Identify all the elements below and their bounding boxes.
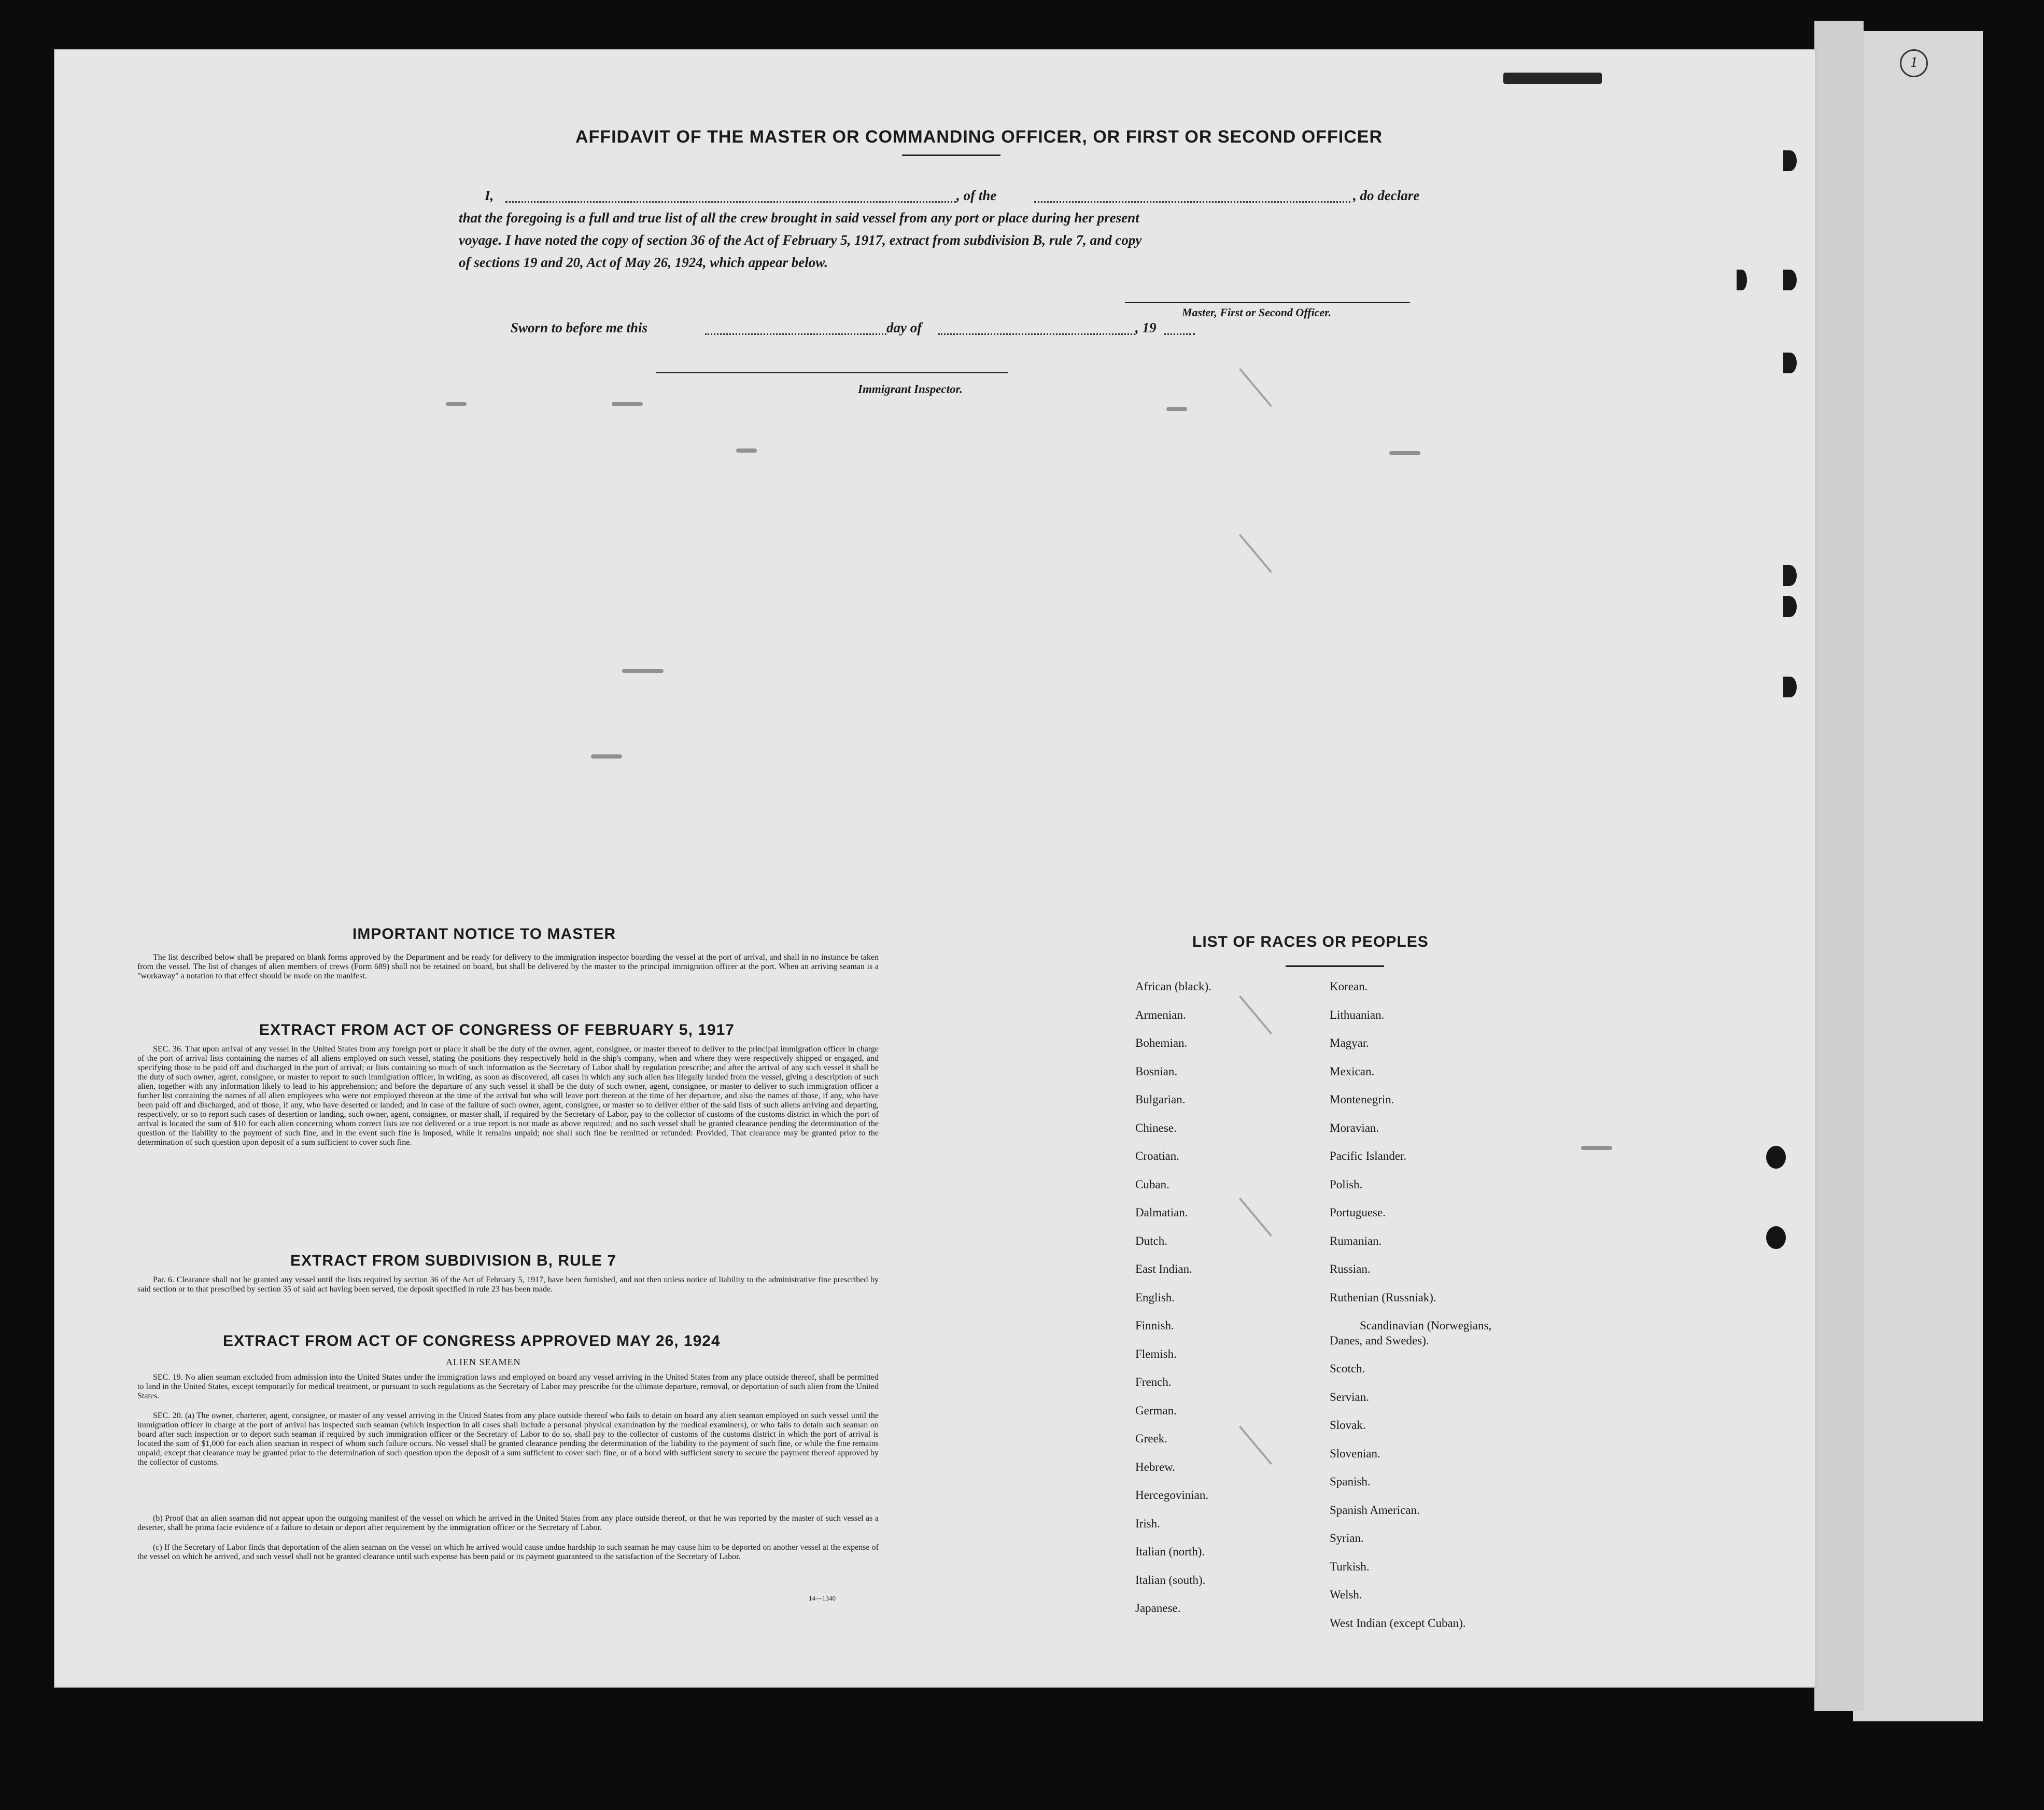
race-item: Slovak.: [1330, 1419, 1366, 1432]
form-number: 14—1340: [809, 1594, 836, 1602]
bleed-mark: [1581, 1146, 1612, 1150]
race-item: Welsh.: [1330, 1588, 1362, 1601]
sworn-month-blank[interactable]: [938, 333, 1135, 335]
vessel-blank[interactable]: [1034, 201, 1350, 203]
extract-1917-body: SEC. 36. That upon arrival of any vessel in the United States from any foreign port or place it shall be the duty of the owner, agent, consignee, or master thereof to deliver to the principal immigration officer in charge of the port of arrival lists containing the names of all aliens employed on such vessel, stating the positions they respectively hold in the ship's company, when and where they were respectively shipped or engaged, and specifying those to be paid off and discharged in the port of arrival; or lists containing so much of such information as the Secretary of Labor shall by regulation prescribe; and after the arrival of any such vessel it shall be the duty of such owner, agent, consignee, or master to report to such immigration officer, in writing, as soon as discovered, all cases in which any such alien has illegally landed from the vessel, giving a description of such alien, together with any information likely to lead to his apprehension; and before the departure of any such vessel it shall be the duty of such owner, agent, consignee, or master to deliver to such immigration officer a further list containing the names of all alien employees who were not employed thereon at the time of the arrival but who will leave port thereon at the time of her departure, and also the names of those, if any, who have been paid off and discharged, and of those, if any, who have deserted or landed; and in case of the failure of such owner, agent, consignee, or master so to deliver either of the said lists of such aliens arriving and departing, respectively, or so to report such cases of desertion or landing, such owner, agent, consignee, or master shall, if required by the Secretary of Labor, pay to the collector of customs of the customs district in which the port of arrival is located the sum of $10 for each alien concerning whom correct lists are not delivered or a true report is not made as above required; and no such vessel shall be granted clearance pending the determination of the question of the liability to the payment of such fine, and in the event such fine is imposed, while it remains unpaid; nor shall such fine be remitted or refunded: Provided, That clearance may be granted prior to the determination of such question upon deposit of a sum sufficient to cover such fine.: [137, 1045, 879, 1147]
notice-title: IMPORTANT NOTICE TO MASTER: [353, 925, 616, 943]
affidavit-declare: , do declare: [1353, 188, 1420, 203]
race-item: Irish.: [1135, 1517, 1160, 1530]
race-item: Croatian.: [1135, 1149, 1179, 1162]
bleed-mark: [612, 402, 643, 406]
notice-body: The list described below shall be prepared on blank forms approved by the Department and be ready for delivery to the immigration inspector boarding the vessel at the port of arrival, and shall in no instance be taken from the vessel. The list of changes of alien members of crews (Form 689) shall not be retained on board, but shall be delivered by the master to the principal immigration officer at the port. When an arriving seaman is a "workaway" a notation to that effect should be made on the manifest.: [137, 953, 879, 980]
bleed-mark: [1389, 451, 1420, 455]
race-item: Bulgarian.: [1135, 1093, 1186, 1106]
bleed-mark: [622, 669, 664, 673]
race-item: Finnish.: [1135, 1319, 1174, 1332]
affidavit-line-4: of sections 19 and 20, Act of May 26, 1924, which appear below.: [459, 255, 828, 270]
affidavit-line-3: voyage. I have noted the copy of section 36 of the Act of February 5, 1917, extract from subdivision B, rule 7, and copy: [459, 232, 1142, 248]
race-item: Flemish.: [1135, 1347, 1177, 1360]
affidavit-of-the: , of the: [956, 188, 997, 203]
race-item: Syrian.: [1330, 1532, 1364, 1545]
race-item: Scandinavian (Norwegians,: [1360, 1319, 1492, 1332]
race-item: Japanese.: [1135, 1602, 1181, 1615]
race-item: Ruthenian (Russniak).: [1330, 1290, 1436, 1304]
race-item: Italian (south).: [1135, 1573, 1206, 1587]
race-item: English.: [1135, 1290, 1175, 1304]
race-item: Pacific Islander.: [1330, 1149, 1407, 1162]
race-item: Magyar.: [1330, 1036, 1370, 1049]
race-item: West Indian (except Cuban).: [1330, 1616, 1466, 1630]
officer-signature-label: Master, First or Second Officer.: [1182, 306, 1332, 319]
race-item: Spanish American.: [1330, 1503, 1420, 1517]
rule-7-body: Par. 6. Clearance shall not be granted any vessel until the lists required by section 36 of the Act of February 5, 1917, have been furnished, and not then unless notice of liability to the administrative fine prescribed by said section or to that prescribed by section 35 of said act having been served, the deposit specified in rule 23 has been made.: [137, 1275, 879, 1294]
races-title: LIST OF RACES OR PEOPLES: [1192, 933, 1429, 950]
sec-20b-body: (b) Proof that an alien seaman did not appear upon the outgoing manifest of the vessel on which he arrived in the United States from any place outside thereof, or that he was reported by the master of such vessel as a deserter, shall be prima facie evidence of a failure to detain or deport after requirement by the immigration officer or the Secretary of Labor.: [137, 1514, 879, 1532]
race-item: Hercegovinian.: [1135, 1489, 1209, 1502]
punch-hole: [1783, 150, 1797, 171]
race-item: Montenegrin.: [1330, 1093, 1394, 1106]
race-item: Hebrew.: [1135, 1460, 1176, 1474]
page-edge: [1814, 21, 1864, 1711]
punch-hole: [1766, 1226, 1786, 1249]
race-item: Russian.: [1330, 1262, 1371, 1275]
sworn-text: Sworn to before me this: [511, 320, 648, 335]
sworn-day-of: day of: [886, 320, 922, 335]
affidavit-title: AFFIDAVIT OF THE MASTER OR COMMANDING OFFICER, OR FIRST OR SECOND OFFICER: [575, 127, 1383, 147]
punch-hole: [1783, 596, 1797, 617]
race-item: Lithuanian.: [1330, 1008, 1385, 1021]
punch-hole: [1783, 270, 1797, 290]
race-item: Moravian.: [1330, 1121, 1379, 1134]
race-item: Dutch.: [1135, 1234, 1167, 1247]
inspector-signature-line[interactable]: [656, 372, 1008, 373]
corner-page-number: 1: [1900, 49, 1928, 77]
punch-hole: [1783, 677, 1797, 697]
affidavit-line-2: that the foregoing is a full and true list of all the crew brought in said vessel from any port or place during her present: [459, 210, 1139, 226]
affidavit-i: I,: [485, 188, 494, 203]
race-item: Mexican.: [1330, 1064, 1375, 1078]
race-item: Danes, and Swedes).: [1330, 1334, 1429, 1347]
race-item: Greek.: [1135, 1432, 1167, 1445]
punch-hole: [1766, 1146, 1786, 1169]
races-underline: [1286, 965, 1384, 967]
race-item: Bosnian.: [1135, 1064, 1178, 1078]
bleed-mark: [736, 448, 757, 453]
race-item: Dalmatian.: [1135, 1206, 1188, 1219]
punch-hole: [1737, 270, 1747, 290]
alien-seamen-subtitle: ALIEN SEAMEN: [446, 1357, 521, 1367]
race-item: Cuban.: [1135, 1177, 1169, 1191]
title-underline: [902, 155, 1000, 156]
race-item: Korean.: [1330, 980, 1368, 993]
race-item: Rumanian.: [1330, 1234, 1382, 1247]
race-item: Chinese.: [1135, 1121, 1177, 1134]
extract-1917-title: EXTRACT FROM ACT OF CONGRESS OF FEBRUARY 5, 1917: [259, 1021, 735, 1039]
race-item: German.: [1135, 1404, 1177, 1417]
sec-20c-body: (c) If the Secretary of Labor finds that deportation of the alien seaman on the vessel on which he arrived would cause undue hardship to such seaman he may cause him to be deported on another vessel at the expense of the vessel on which he arrived, and such vessel shall not be granted clearance until such expense has been paid or its payment guaranteed to the satisfaction of the Secretary of Labor.: [137, 1543, 879, 1561]
bleed-mark: [1166, 407, 1187, 411]
punch-hole: [1783, 353, 1797, 373]
underlying-page: [1853, 31, 1983, 1721]
race-item: Servian.: [1330, 1390, 1370, 1404]
race-item: East Indian.: [1135, 1262, 1192, 1275]
race-item: Scotch.: [1330, 1362, 1365, 1375]
punch-hole: [1783, 565, 1797, 586]
name-blank[interactable]: [505, 201, 956, 203]
race-item: Armenian.: [1135, 1008, 1186, 1021]
sec-20a-body: SEC. 20. (a) The owner, charterer, agent, consignee, or master of any vessel arriving in the United States from any place outside thereof who fails to detain on board any alien seaman employed on such vessel until the immigration officer in charge at the port of arrival has inspected such seaman (which inspection in all cases shall include a personal physical examination by the medical examiners), or who fails to detain such seaman on board after such inspection or to deport such seaman if required by such immigration officer or the Secretary of Labor to do so, shall pay to the collector of customs of the customs district in which the port of arrival is located the sum of $1,000 for each alien seaman in respect of whom such failure occurs. No vessel shall be granted clearance pending the determination of the liability to the payment of such fine, or while the fine remains unpaid, except that clearance may be granted prior to the determination of such question upon the deposit of a sum sufficient to cover such fine, or of a bond with sufficient surety to secure the payment thereof approved by the collector of customs.: [137, 1411, 879, 1467]
race-item: Bohemian.: [1135, 1036, 1188, 1049]
inspector-label: Immigrant Inspector.: [858, 383, 963, 396]
bleed-mark: [591, 754, 622, 759]
extract-1924-title: EXTRACT FROM ACT OF CONGRESS APPROVED MAY 26, 1924: [223, 1332, 721, 1350]
race-item: Turkish.: [1330, 1560, 1370, 1573]
redaction-mark: [1503, 73, 1602, 84]
race-item: Slovenian.: [1330, 1447, 1380, 1460]
sec-19-body: SEC. 19. No alien seaman excluded from admission into the United States under the immigration laws and employed on board any vessel arriving in the United States from any place outside thereof, shall be permitted to land in the United States, except temporarily for medical treatment, or pursuant to such regulations as the Secretary of Labor may prescribe for the ultimate departure, removal, or deportation of such alien from the United States.: [137, 1373, 879, 1400]
sworn-date-blank[interactable]: [705, 333, 886, 335]
race-item: Portuguese.: [1330, 1206, 1386, 1219]
race-item: Spanish.: [1330, 1475, 1371, 1488]
race-item: French.: [1135, 1376, 1172, 1388]
officer-signature-line[interactable]: [1125, 302, 1410, 303]
bleed-mark: [446, 402, 467, 406]
race-item: Polish.: [1330, 1177, 1363, 1191]
rule-7-title: EXTRACT FROM SUBDIVISION B, RULE 7: [290, 1252, 617, 1269]
sworn-year-blank[interactable]: [1164, 333, 1195, 335]
race-item: Italian (north).: [1135, 1545, 1205, 1558]
race-item: African (black).: [1135, 980, 1211, 993]
sworn-year: , 19: [1135, 320, 1157, 335]
